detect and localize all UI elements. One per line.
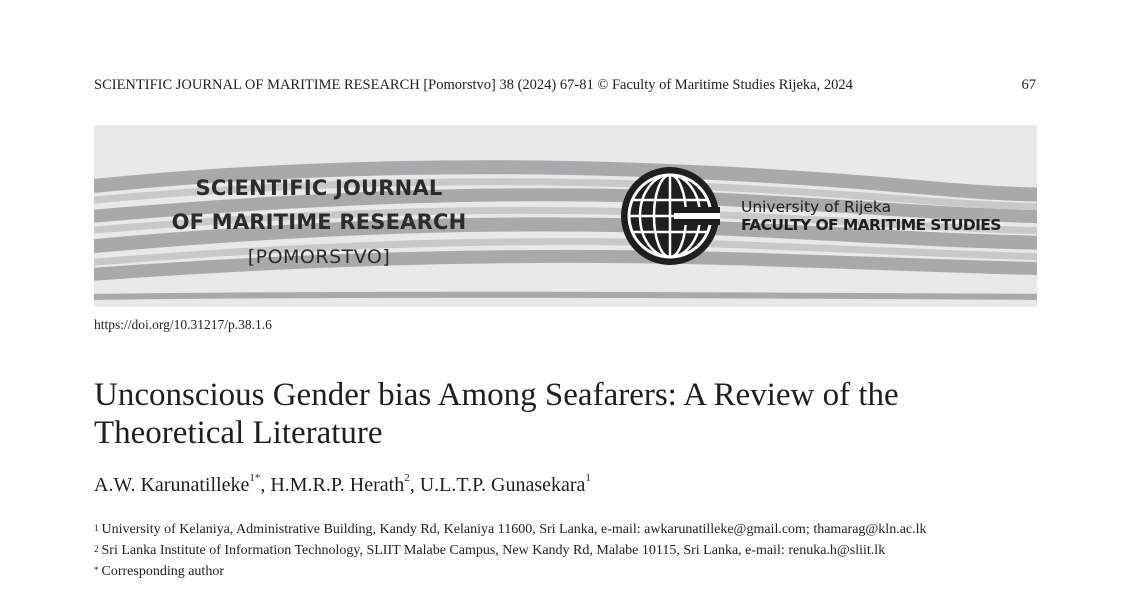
page-number: 67 [1021, 77, 1036, 93]
author-marks: 1* [249, 472, 261, 484]
affiliation-item [94, 540, 1054, 561]
journal-name-line2: OF MARITIME RESEARCH [171, 210, 467, 234]
author-marks: 1 [585, 472, 591, 484]
affiliations [94, 519, 1054, 582]
university-block [741, 198, 1001, 234]
affiliation-text: Corresponding author [101, 564, 224, 579]
author-marks: 2 [404, 472, 410, 484]
affiliation-text: Sri Lanka Institute of Information Technology, SLIIT Malabe Campus, New Kandy Rd, Malabe 10115, Sri Lanka, e-mail: renuka.h@sliit.lk [101, 543, 886, 558]
faculty-name: FACULTY OF MARITIME STUDIES [741, 216, 1001, 234]
doi-link[interactable]: https://doi.org/10.31217/p.38.1.6 [94, 317, 272, 332]
affiliation-item [94, 519, 1054, 540]
university-name: University of Rijeka [741, 198, 892, 216]
affiliation-mark: 2 [94, 544, 99, 554]
journal-name-line1: SCIENTIFIC JOURNAL [195, 176, 443, 200]
journal-name-line3: [POMORSTVO] [247, 246, 391, 268]
author-name: A.W. Karunatilleke [94, 474, 250, 496]
globe-logo-icon [621, 167, 720, 265]
author-name: U.L.T.P. Gunasekara [419, 474, 586, 496]
journal-citation: SCIENTIFIC JOURNAL OF MARITIME RESEARCH [Pomorstvo] 38 (2024) 67-81 © Faculty of Maritime Studies Rijeka, 2024 [94, 77, 853, 93]
journal-name [154, 171, 484, 275]
affiliation-mark: * [94, 565, 99, 575]
author-list: A.W. Karunatilleke$^{1*}$, H.M.R.P. Herath$^2$, U.L.T.P. Gunasekara$^1$ [94, 472, 591, 496]
affiliation-mark: 1 [94, 523, 99, 533]
journal-banner [94, 125, 1037, 307]
affiliation-text: University of Kelaniya, Administrative Building, Kandy Rd, Kelaniya 11600, Sri Lanka, e-mail: awkarunatilleke@gmail.com; thamarag@kln.ac.lk [101, 522, 927, 537]
running-head [94, 77, 1036, 94]
affiliation-item [94, 561, 1054, 582]
author-name: H.M.R.P. Herath [270, 474, 405, 496]
paper-title: Unconscious Gender bias Among Seafarers: A Review of the Theoretical Literature [94, 377, 899, 451]
